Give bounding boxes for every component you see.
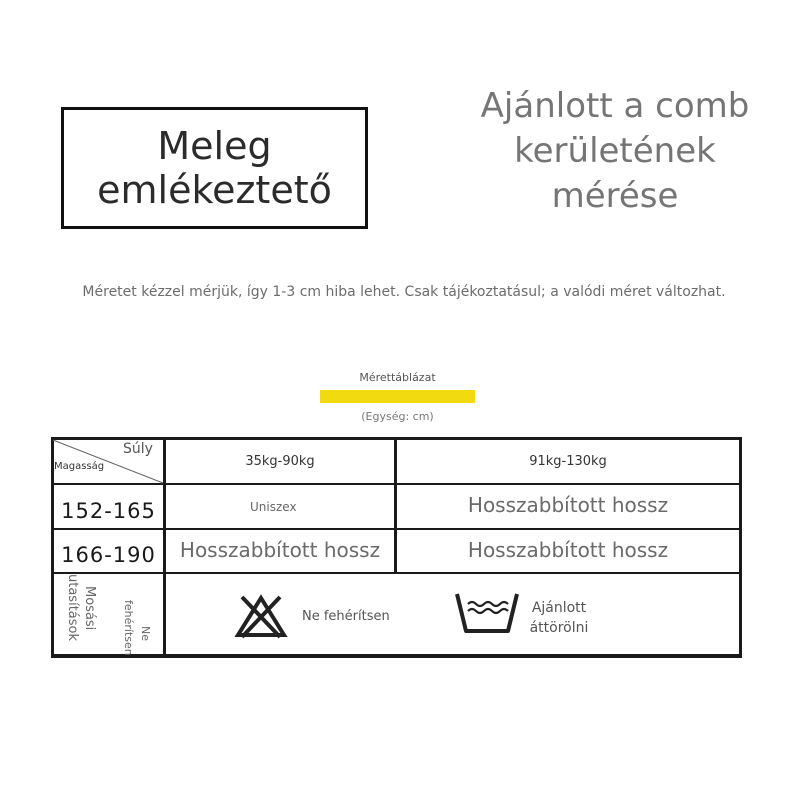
no-bleach-text: Ne fehérítsen [302,609,390,624]
table-cell: Hosszabbított hossz [467,537,669,562]
page-heading [430,84,800,219]
table-cell: Hosszabbított hossz [467,492,669,517]
heading-line-1: Ajánlott a comb [480,86,750,126]
wipe-text [529,598,589,638]
table-border-right [739,437,742,658]
size-chart-title: Mérettáblázat [359,371,436,384]
wipe-text-line-1: Ajánlott [531,600,587,616]
washing-label-line-1: Mosási [82,586,97,631]
corner-label-height: Magasság [54,461,105,472]
title-highlight-bar [320,390,475,403]
washing-sub-line-2: fehérítsen [122,600,135,656]
column-header: 35kg-90kg [245,454,315,469]
no-bleach-icon [234,593,288,639]
table-border-bottom [51,654,742,658]
reminder-box [61,107,368,229]
size-chart-unit: (Egység: cm) [361,410,434,423]
reminder-line-1: Meleg [157,124,272,168]
wipe-text-line-2: áttörölni [529,620,589,636]
row-height-label: 166-190 [61,542,156,567]
washing-sub-line-1: Ne [139,626,152,641]
reminder-line-2: emlékeztető [97,168,332,212]
measurement-note: Méretet kézzel mérjük, így 1-3 cm hiba lehet. Csak tájékoztatásul; a valódi méret változhat. [82,284,726,300]
corner-label-weight: Súly [123,441,153,457]
table-cell: Uniszex [250,499,297,514]
size-chart-table [51,437,742,658]
column-header: 91kg-130kg [529,454,607,469]
washing-label-line-2: utasítások [65,574,80,642]
hand-wash-icon [454,589,520,637]
row-height-label: 152-165 [61,498,156,523]
table-cell: Hosszabbított hossz [179,537,381,562]
heading-line-2: kerületének [514,131,716,171]
heading-line-3: mérése [551,176,679,216]
